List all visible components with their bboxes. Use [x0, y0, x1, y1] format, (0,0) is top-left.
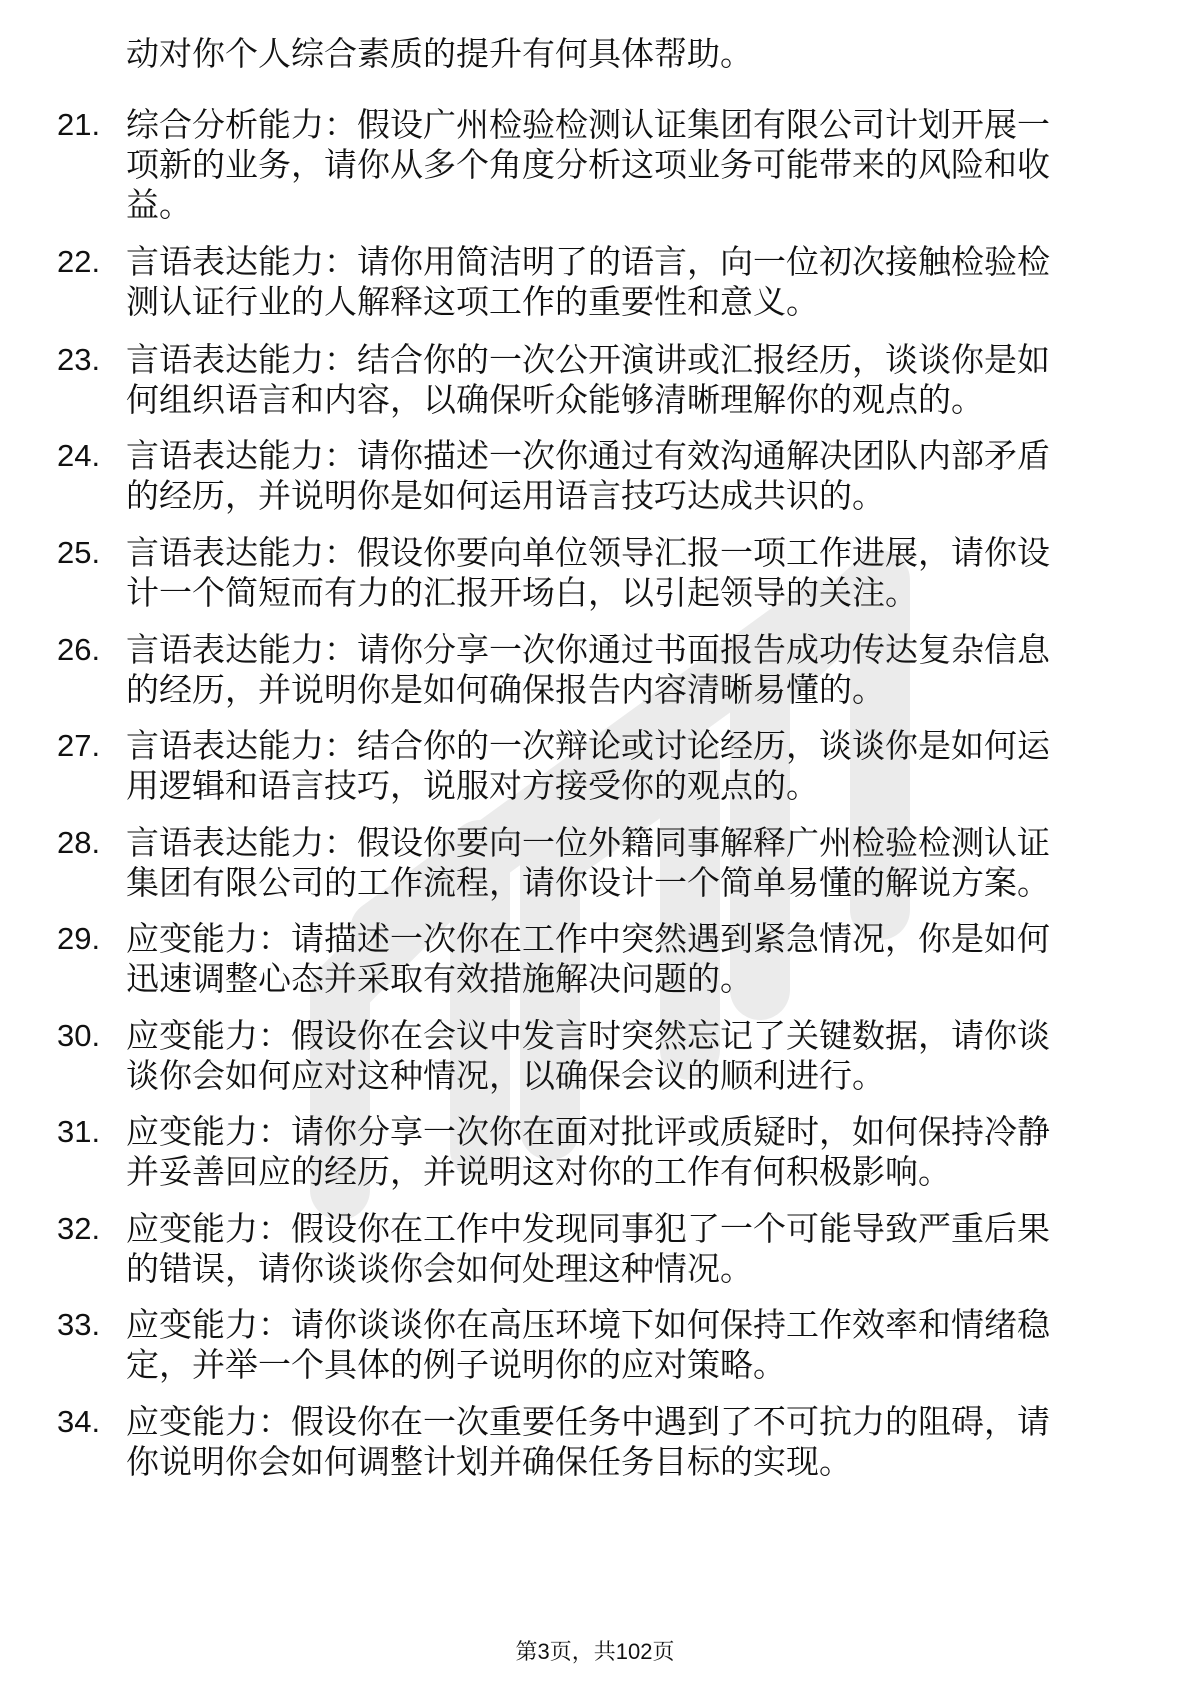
question-text-line: 项新的业务，请你从多个角度分析这项业务可能带来的风险和收: [126, 145, 1050, 184]
question-text-line: 应变能力：假设你在工作中发现同事犯了一个可能导致严重后果: [126, 1209, 1050, 1248]
question-number: 34.: [57, 1404, 101, 1439]
question-number: 21.: [57, 107, 101, 142]
question-number: 24.: [57, 438, 101, 473]
question-text-line: 言语表达能力：请你描述一次你通过有效沟通解决团队内部矛盾: [126, 436, 1050, 475]
question-text-line: 言语表达能力：请你分享一次你通过书面报告成功传达复杂信息: [126, 630, 1050, 669]
question-number: 25.: [57, 535, 101, 570]
question-text-line: 测认证行业的人解释这项工作的重要性和意义。: [126, 282, 819, 321]
question-number: 27.: [57, 728, 101, 763]
question-text-line: 的错误，请你谈谈你会如何处理这种情况。: [126, 1249, 753, 1288]
question-text-line: 的经历，并说明你是如何运用语言技巧达成共识的。: [126, 476, 885, 515]
question-number: 22.: [57, 244, 101, 279]
question-text-line: 你说明你会如何调整计划并确保任务目标的实现。: [126, 1442, 852, 1481]
question-number: 31.: [57, 1114, 101, 1149]
question-text-line: 集团有限公司的工作流程，请你设计一个简单易懂的解说方案。: [126, 863, 1050, 902]
question-text-line: 定，并举一个具体的例子说明你的应对策略。: [126, 1345, 786, 1384]
question-number: 33.: [57, 1307, 101, 1342]
question-number: 28.: [57, 825, 101, 860]
question-text-line: 应变能力：假设你在会议中发言时突然忘记了关键数据，请你谈: [126, 1016, 1050, 1055]
question-text-line: 应变能力：请描述一次你在工作中突然遇到紧急情况，你是如何: [126, 919, 1050, 958]
question-number: 30.: [57, 1018, 101, 1053]
question-text-line: 言语表达能力：假设你要向一位外籍同事解释广州检验检测认证: [126, 823, 1050, 862]
question-text-line: 何组织语言和内容，以确保听众能够清晰理解你的观点的。: [126, 380, 984, 419]
question-text-line: 应变能力：假设你在一次重要任务中遇到了不可抗力的阻碍，请: [126, 1402, 1050, 1441]
question-text-line: 并妥善回应的经历，并说明这对你的工作有何积极影响。: [126, 1152, 951, 1191]
question-number: 32.: [57, 1211, 101, 1246]
question-text-line: 言语表达能力：假设你要向单位领导汇报一项工作进展，请你设: [126, 533, 1050, 572]
page-footer: 第3页，共102页: [515, 1639, 675, 1664]
question-text-line: 计一个简短而有力的汇报开场白，以引起领导的关注。: [126, 573, 918, 612]
question-number: 29.: [57, 921, 101, 956]
question-text-line: 益。: [126, 185, 192, 224]
question-text-line: 迅速调整心态并采取有效措施解决问题的。: [126, 959, 753, 998]
question-text-line: 用逻辑和语言技巧，说服对方接受你的观点的。: [126, 766, 819, 805]
question-number: 23.: [57, 342, 101, 377]
question-text-line: 应变能力：请你谈谈你在高压环境下如何保持工作效率和情绪稳: [126, 1305, 1050, 1344]
question-number: 26.: [57, 632, 101, 667]
question-text-line: 言语表达能力：结合你的一次辩论或讨论经历，谈谈你是如何运: [126, 726, 1050, 765]
question-text-line: 言语表达能力：结合你的一次公开演讲或汇报经历，谈谈你是如: [126, 340, 1050, 379]
question-text-line: 谈你会如何应对这种情况，以确保会议的顺利进行。: [126, 1056, 885, 1095]
question-text-line: 应变能力：请你分享一次你在面对批评或质疑时，如何保持冷静: [126, 1112, 1050, 1151]
question-text-line: 综合分析能力：假设广州检验检测认证集团有限公司计划开展一: [126, 105, 1050, 144]
continuation-text: 动对你个人综合素质的提升有何具体帮助。: [126, 34, 753, 73]
question-text-line: 言语表达能力：请你用简洁明了的语言，向一位初次接触检验检: [126, 242, 1050, 281]
question-text-line: 的经历，并说明你是如何确保报告内容清晰易懂的。: [126, 670, 885, 709]
